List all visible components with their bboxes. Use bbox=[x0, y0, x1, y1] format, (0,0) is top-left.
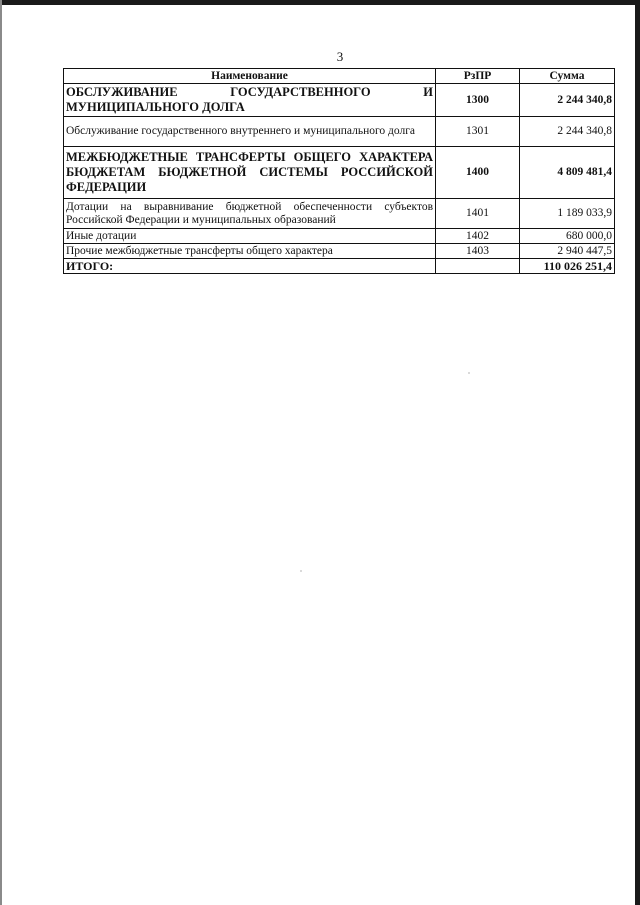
scan-speck bbox=[468, 372, 470, 374]
table-row bbox=[64, 244, 615, 259]
row-name: Дотации на выравнивание бюджетной обеспеченности субъектов Российской Федерации и муниципальных образований bbox=[64, 199, 436, 229]
row-code: 1301 bbox=[436, 117, 520, 147]
scan-border-top bbox=[0, 0, 640, 5]
header-sum: Сумма bbox=[520, 69, 615, 84]
row-sum: 2 244 340,8 bbox=[520, 117, 615, 147]
scan-speck bbox=[300, 570, 302, 572]
row-code: 1401 bbox=[436, 199, 520, 229]
total-code-empty bbox=[436, 259, 520, 274]
row-code: 1403 bbox=[436, 244, 520, 259]
row-code: 1300 bbox=[436, 84, 520, 117]
table-row bbox=[64, 84, 615, 117]
table-row bbox=[64, 199, 615, 229]
row-name: Обслуживание государственного внутреннего и муниципального долга bbox=[64, 117, 436, 147]
header-code: РзПР bbox=[436, 69, 520, 84]
table-row bbox=[64, 117, 615, 147]
row-sum: 680 000,0 bbox=[520, 229, 615, 244]
row-name: МЕЖБЮДЖЕТНЫЕ ТРАНСФЕРТЫ ОБЩЕГО ХАРАКТЕРА БЮДЖЕТАМ БЮДЖЕТНОЙ СИСТЕМЫ РОССИЙСКОЙ ФЕДЕРАЦИИ bbox=[64, 147, 436, 199]
header-name: Наименование bbox=[64, 69, 436, 84]
table-row bbox=[64, 229, 615, 244]
row-name: Иные дотации bbox=[64, 229, 436, 244]
row-code: 1400 bbox=[436, 147, 520, 199]
row-sum: 2 940 447,5 bbox=[520, 244, 615, 259]
page-number: 3 bbox=[336, 49, 344, 64]
table-row bbox=[64, 147, 615, 199]
scan-border-left bbox=[0, 0, 2, 905]
row-name: ОБСЛУЖИВАНИЕ ГОСУДАРСТВЕННОГО И МУНИЦИПАЛЬНОГО ДОЛГА bbox=[64, 84, 436, 117]
row-sum: 1 189 033,9 bbox=[520, 199, 615, 229]
row-sum: 4 809 481,4 bbox=[520, 147, 615, 199]
row-name: Прочие межбюджетные трансферты общего характера bbox=[64, 244, 436, 259]
row-sum: 2 244 340,8 bbox=[520, 84, 615, 117]
scan-border-right bbox=[635, 0, 640, 905]
total-row bbox=[64, 259, 615, 274]
table-header-row bbox=[64, 69, 615, 84]
row-code: 1402 bbox=[436, 229, 520, 244]
budget-table bbox=[63, 68, 615, 274]
total-label: ИТОГО: bbox=[64, 259, 436, 274]
total-sum: 110 026 251,4 bbox=[520, 259, 615, 274]
